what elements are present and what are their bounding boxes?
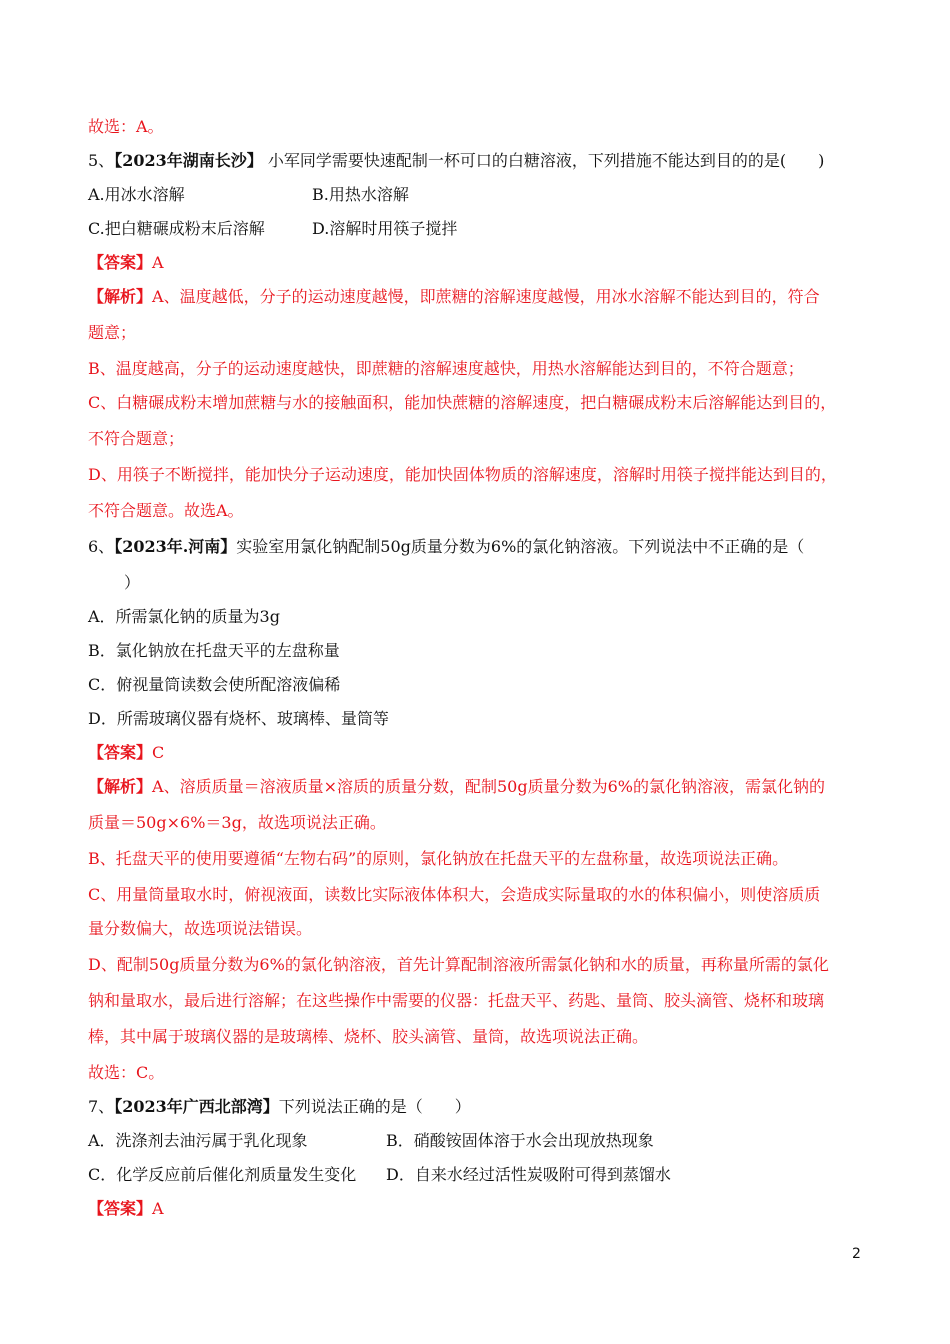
q6-stem: 实验室用氯化钠配制50g质量分数为6%的氯化钠溶液。下列说法中不正确的是（ <box>236 537 805 556</box>
q6-analysis-label: 【解析】 <box>88 777 153 796</box>
q6-analysis-1b: 质量＝50g×6%＝3g，故选项说法正确。 <box>88 813 386 832</box>
prev-conclusion: 故选：A。 <box>88 117 164 136</box>
q6-number: 6、 <box>88 537 115 556</box>
q6-option-b: B．氯化钠放在托盘天平的左盘称量 <box>88 641 340 660</box>
q5-analysis-4b: 不符合题意。故选A。 <box>88 501 244 520</box>
q5-option-b: B.用热水溶解 <box>312 185 409 204</box>
q7-option-b: B．硝酸铵固体溶于水会出现放热现象 <box>386 1131 654 1150</box>
q7-answer-line <box>88 1198 164 1220</box>
q6-analysis-3a: C、用量筒量取水时，俯视液面，读数比实际液体体积大，会造成实际量取的水的体积偏小，则使溶质质 <box>88 885 821 904</box>
q6-conclusion: 故选：C。 <box>88 1063 165 1082</box>
q7-number: 7、 <box>88 1097 115 1116</box>
q5-source: 【2023年湖南长沙】 <box>114 151 263 170</box>
q5-analysis-2: B、温度越高，分子的运动速度越快，即蔗糖的溶解速度越快，用热水溶解能达到目的，不符合题意； <box>88 359 804 378</box>
q7-stem: 下列说法正确的是（ ） <box>278 1097 471 1116</box>
q5-analysis-label: 【解析】 <box>88 287 153 306</box>
q6-analysis-line-1 <box>88 776 825 798</box>
q5-analysis-line-1 <box>88 286 820 308</box>
q7-option-d: D．自来水经过活性炭吸附可得到蒸馏水 <box>386 1165 671 1184</box>
q5-option-c: C.把白糖碾成粉末后溶解 <box>88 219 265 238</box>
q6-analysis-2: B、托盘天平的使用要遵循“左物右码”的原则，氯化钠放在托盘天平的左盘称量，故选项说法正确。 <box>88 849 789 868</box>
page-number: 2 <box>852 1246 861 1262</box>
q7-source: 【2023年广西北部湾】 <box>114 1097 279 1116</box>
q6-analysis-4a: D、配制50g质量分数为6%的氯化钠溶液，首先计算配制溶液所需氯化钠和水的质量，再称量所需的氯化 <box>88 955 829 974</box>
q7-option-a: A．洗涤剂去油污属于乳化现象 <box>88 1131 308 1150</box>
q5-stem-line <box>88 150 824 172</box>
q6-answer-line <box>88 742 164 764</box>
q6-stem-end: ） <box>124 573 141 592</box>
q5-option-a: A.用冰水溶解 <box>88 185 185 204</box>
q7-answer: A <box>152 1199 164 1218</box>
q5-analysis-1b: 题意； <box>88 323 137 342</box>
q5-answer: A <box>152 253 164 272</box>
q7-answer-label: 【答案】 <box>88 1199 153 1218</box>
q5-analysis-3a: C、白糖碾成粉末增加蔗糖与水的接触面积，能加快蔗糖的溶解速度，把白糖碾成粉末后溶解能达到目的， <box>88 393 837 412</box>
q6-analysis-3b: 量分数偏大，故选项说法错误。 <box>88 919 313 938</box>
q5-answer-label: 【答案】 <box>88 253 153 272</box>
q5-analysis-3b: 不符合题意； <box>88 429 185 448</box>
q6-analysis-4c: 棒，其中属于玻璃仪器的是玻璃棒、烧杯、胶头滴管、量筒，故选项说法正确。 <box>88 1027 649 1046</box>
q5-analysis-4a: D、用筷子不断搅拌，能加快分子运动速度，能加快固体物质的溶解速度，溶解时用筷子搅拌能达到目的， <box>88 465 837 484</box>
q6-analysis-4b: 钠和量取水，最后进行溶解；在这些操作中需要的仪器：托盘天平、药匙、量筒、胶头滴管、烧杯和玻璃 <box>88 991 825 1010</box>
q6-analysis-1a: A、溶质质量＝溶液质量×溶质的质量分数，配制50g质量分数为6%的氯化钠溶液，需氯化钠的 <box>152 777 825 796</box>
q5-answer-line <box>88 252 164 274</box>
q6-option-a: A．所需氯化钠的质量为3g <box>88 607 280 626</box>
q5-stem: 小军同学需要快速配制一杯可口的白糖溶液，下列措施不能达到目的的是( ) <box>262 151 825 170</box>
q7-option-c: C．化学反应前后催化剂质量发生变化 <box>88 1165 357 1184</box>
q6-option-d: D．所需玻璃仪器有烧杯、玻璃棒、量筒等 <box>88 709 389 728</box>
q5-option-d: D.溶解时用筷子搅拌 <box>312 219 458 238</box>
q5-number: 5、 <box>88 151 115 170</box>
q6-source: 【2023年.河南】 <box>114 537 237 556</box>
q5-analysis-1a: A、温度越低，分子的运动速度越慢，即蔗糖的溶解速度越慢，用冰水溶解不能达到目的，符合 <box>152 287 820 306</box>
q6-option-c: C．俯视量筒读数会使所配溶液偏稀 <box>88 675 341 694</box>
q6-stem-line <box>88 536 804 558</box>
q6-answer: C <box>152 743 165 762</box>
q7-stem-line <box>88 1096 471 1118</box>
q6-answer-label: 【答案】 <box>88 743 153 762</box>
